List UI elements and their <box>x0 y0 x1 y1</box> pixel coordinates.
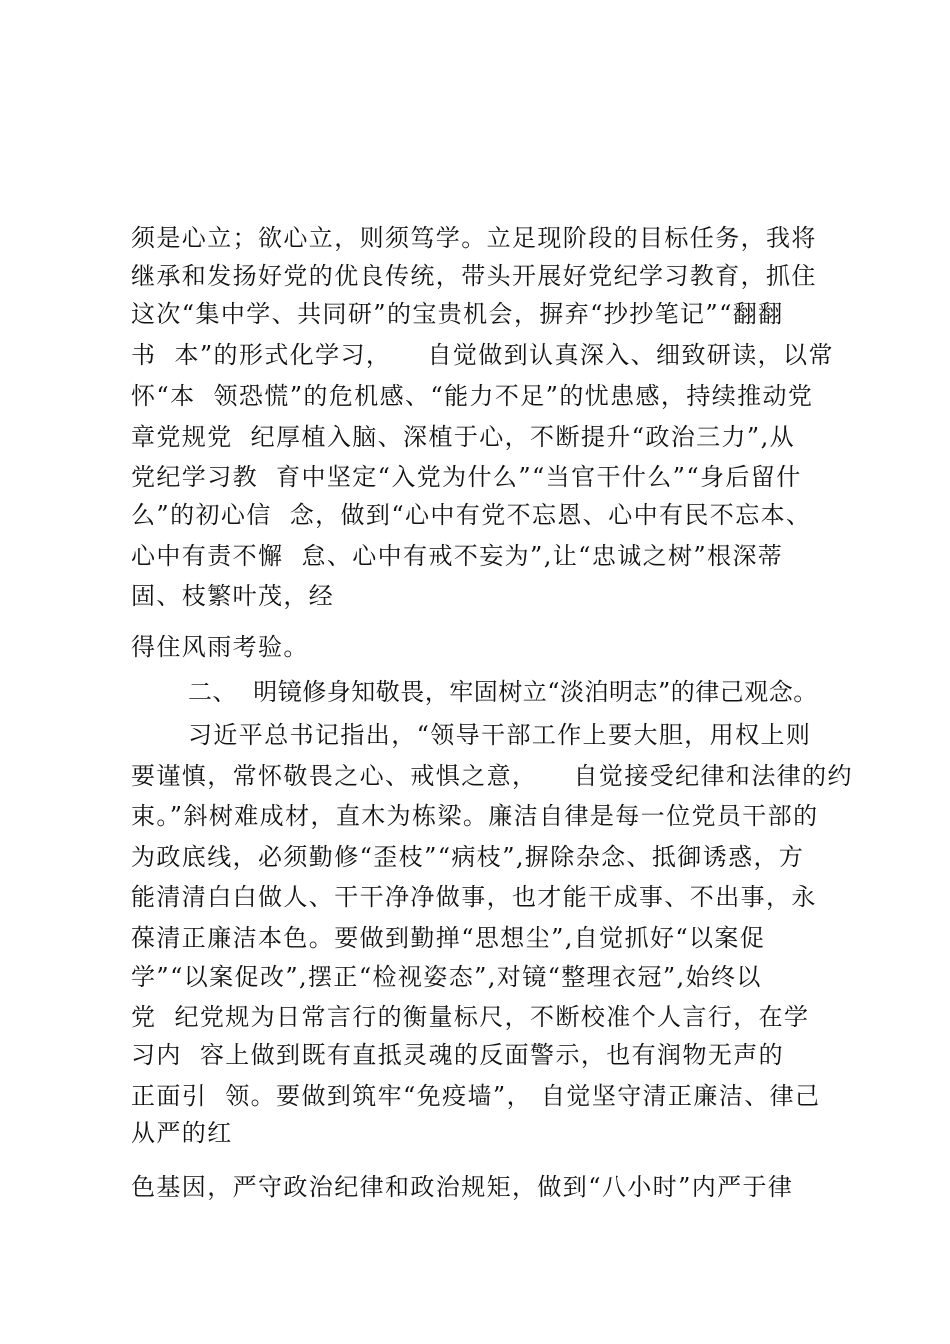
text-line: 么”的初心信 念，做到“心中有党不忘恩、心中有民不忘本、 <box>131 501 812 529</box>
paragraph-start: 习近平总书记指出，“领导干部工作上要大胆，用权上则 <box>188 721 812 749</box>
text-line: 党 纪党规为日常言行的衡量标尺，不断校准个人言行，在学 <box>131 1003 810 1031</box>
text-line: 党纪学习教 育中坚定“入党为什么”“当官干什么”“身后留什 <box>131 463 802 491</box>
text-line: 葆清正廉洁本色。要做到勤掸“思想尘”,自觉抓好“以案促 <box>131 924 766 952</box>
text-line: 继承和发扬好党的优良传统，带头开展好党纪学习教育，抓住 <box>131 262 817 290</box>
text-line: 束。”斜树难成材，直木为栋梁。廉洁自律是每一位党员干部的 <box>131 802 819 830</box>
text-line: 色基因，严守政治纪律和政治规矩，做到“八小时”内严于律 <box>131 1173 794 1201</box>
text-line: 心中有责不懈 怠、心中有戒不妄为”,让“忠诚之树”根深蒂 <box>131 542 784 570</box>
text-line: 固、枝繁叶茂，经 <box>131 582 335 610</box>
section-heading: 二、 明镜修身知敬畏，牢固树立“淡泊明志”的律己观念。 <box>188 678 818 706</box>
text-line: 这次“集中学、共同研”的宝贵机会，摒弃“抄抄笔记”“翻翻 <box>131 300 784 328</box>
text-line: 须是心立；欲心立，则须笃学。立足现阶段的目标任务，我将 <box>131 224 817 252</box>
text-line: 习内 容上做到既有直抵灵魂的反面警示，也有润物无声的 <box>131 1041 785 1069</box>
text-line: 书 本”的形式化学习， 自觉做到认真深入、细致研读，以常 <box>131 341 834 369</box>
text-line: 要谨慎，常怀敬畏之心、戒惧之意， 自觉接受纪律和法律的约 <box>131 762 853 790</box>
text-line: 从严的红 <box>131 1119 233 1147</box>
text-line: 章党规党 纪厚植入脑、深植于心，不断提升“政治三力”,从 <box>131 423 796 451</box>
text-line: 得住风雨考验。 <box>131 633 309 661</box>
text-line: 怀“本 领恐慌”的危机感、“能力不足”的忧患感，持续推动党 <box>131 382 814 410</box>
text-line: 正面引 领。要做到筑牢“免疫墙”， 自觉坚守清正廉洁、律己 <box>131 1082 821 1110</box>
text-line: 学”“以案促改”,摆正“检视姿态”,对镜“整理衣冠”,始终以 <box>131 963 762 991</box>
text-line: 为政底线，必须勤修“歪枝”“病枝”,摒除杂念、抵御诱惑，方 <box>131 843 805 871</box>
text-line: 能清清白白做人、干干净净做事，也才能干成事、不出事，永 <box>131 883 817 911</box>
